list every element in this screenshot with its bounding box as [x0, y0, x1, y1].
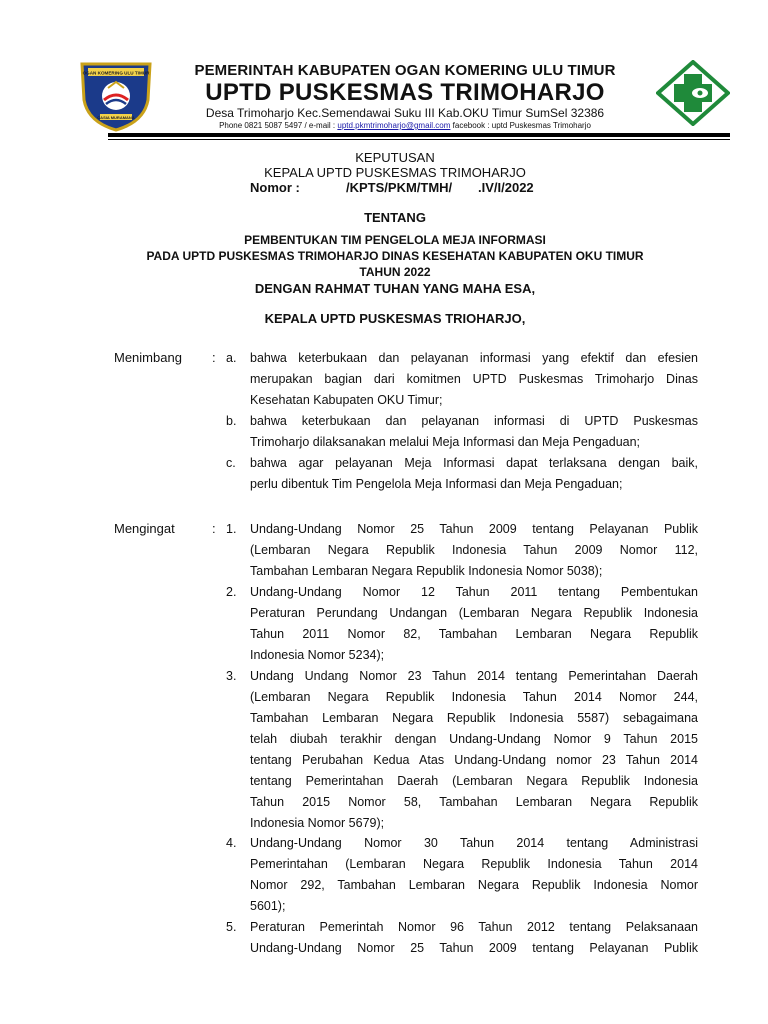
item-line: Undang Undang Nomor 23 Tahun 2014 tentang Pemerintahan Daerah [250, 669, 698, 683]
item-mark: 1. [226, 522, 237, 536]
mengingat-item [226, 917, 698, 959]
nomor-label: Nomor : [250, 180, 300, 195]
regency-logo-text: OGAN KOMERING ULU TIMUR [82, 70, 150, 76]
nomor-date: .IV/I/2022 [478, 180, 534, 195]
contact-facebook: facebook : uptd Puskesmas Trimoharjo [450, 121, 591, 130]
mengingat-item [226, 666, 698, 834]
item-line: Peraturan Perundang Undangan (Lembaran Negara Republik Indonesia [250, 606, 698, 620]
item-line: Indonesia Nomor 5679); [250, 816, 385, 830]
head-line: KEPALA UPTD PUSKESMAS TRIOHARJO, [264, 311, 526, 326]
government-name: PEMERINTAH KABUPATEN OGAN KOMERING ULU TIMUR [194, 62, 616, 79]
subject-line-3: TAHUN 2022 [359, 265, 431, 279]
item-mark: 4. [226, 836, 237, 850]
institution-name: UPTD PUSKESMAS TRIMOHARJO [205, 79, 605, 106]
item-line: 5601); [250, 899, 286, 913]
item-line: Undang-Undang Nomor 25 Tahun 2009 tentang Pelayanan Publik [250, 941, 698, 955]
letterhead-rule-thin [108, 139, 730, 140]
item-mark: 2. [226, 585, 237, 599]
item-line: Undang-Undang Nomor 12 Tahun 2011 tentang Pembentukan [250, 585, 698, 599]
letterhead-rule [108, 133, 730, 137]
item-line: bahwa keterbukaan dan pelayanan informasi di UPTD Puskesmas [250, 414, 698, 428]
item-line: telah diubah terakhir dengan Undang-Undang Nomor 9 Tahun 2015 [250, 732, 698, 746]
mengingat-label: Mengingat [114, 521, 175, 536]
menimbang-label: Menimbang [114, 350, 182, 365]
item-line: tentang Perubahan Kedua Atas Undang-Undang nomor 23 Tahun 2014 [250, 753, 698, 767]
puskesmas-logo [656, 60, 730, 126]
grace-line: DENGAN RAHMAT TUHAN YANG MAHA ESA, [254, 281, 536, 296]
item-mark: 5. [226, 920, 237, 934]
item-mark: b. [226, 414, 237, 428]
item-line: Undang-Undang Nomor 30 Tahun 2014 tentang Administrasi [250, 836, 698, 850]
contact-line [160, 121, 650, 130]
contact-phone: Phone 0821 5087 5497 / e-mail : [219, 121, 338, 130]
item-mark: 3. [226, 669, 237, 683]
item-line: tentang Pemerintahan Daerah (Lembaran Negara Republik Indonesia [250, 774, 698, 788]
subject-line-2: PADA UPTD PUSKESMAS TRIMOHARJO DINAS KESEHATAN KABUPATEN OKU TIMUR [146, 249, 644, 263]
item-line: Undang-Undang Nomor 25 Tahun 2009 tentang Pelayanan Publik [250, 522, 698, 536]
item-line: Tahun 2015 Nomor 58, Tambahan Lembaran Negara Republik [250, 795, 698, 809]
email-link[interactable]: uptd.pkmtrimoharjo@gmail.com [337, 121, 451, 130]
mengingat-item [226, 519, 698, 582]
mengingat-item [226, 582, 698, 666]
institution-address: Desa Trimoharjo Kec.Semendawai Suku III Kab.OKU Timur SumSel 32386 [205, 106, 605, 120]
document-number [250, 180, 534, 195]
item-line: Pemerintahan (Lembaran Negara Republik Indonesia Tahun 2014 [250, 857, 698, 871]
item-line: (Lembaran Negara Republik Indonesia Tahun 2009 Nomor 112, [250, 543, 698, 557]
item-line: Trimoharjo dilaksanakan melalui Meja Informasi dan Meja Pengaduan; [250, 435, 641, 449]
item-line: Tambahan Lembaran Negara Republik Indonesia 5587) sebagaimana [250, 711, 698, 725]
regency-logo [78, 60, 154, 132]
item-line: Kesehatan Kabupaten OKU Timur; [250, 393, 443, 407]
item-line: merupakan bagian dari komitmen UPTD Puskesmas Trimoharjo Dinas [250, 372, 698, 386]
item-line: Tambahan Lembaran Negara Republik Indonesia Nomor 5038); [250, 564, 603, 578]
menimbang-item [226, 453, 698, 495]
menimbang-colon: : [212, 350, 216, 365]
item-line: Nomor 292, Tambahan Lembaran Negara Republik Indonesia Nomor [250, 878, 698, 892]
regency-logo-banner: CASIA MURAMANA [97, 114, 135, 120]
item-line: bahwa keterbukaan dan pelayanan informasi yang efektif dan efesien [250, 351, 698, 365]
item-line: perlu dibentuk Tim Pengelola Meja Informasi dan Meja Pengaduan; [250, 477, 623, 491]
document-issuer: KEPALA UPTD PUSKESMAS TRIMOHARJO [264, 165, 526, 180]
item-line: (Lembaran Negara Republik Indonesia Tahun 2014 Nomor 244, [250, 690, 698, 704]
menimbang-item [226, 348, 698, 411]
item-line: bahwa agar pelayanan Meja Informasi dapat terlaksana dengan baik, [250, 456, 698, 470]
nomor-code: /KPTS/PKM/TMH/ [346, 180, 453, 195]
item-mark: a. [226, 351, 237, 365]
document-type: KEPUTUSAN [355, 150, 435, 165]
tentang-heading: TENTANG [364, 210, 426, 225]
item-mark: c. [226, 456, 236, 470]
mengingat-item [226, 833, 698, 917]
item-line: Indonesia Nomor 5234); [250, 648, 385, 662]
subject-line-1: PEMBENTUKAN TIM PENGELOLA MEJA INFORMASI [244, 233, 546, 247]
mengingat-colon: : [212, 521, 216, 536]
item-line: Tahun 2011 Nomor 82, Tambahan Lembaran Negara Republik [250, 627, 698, 641]
item-line: Peraturan Pemerintah Nomor 96 Tahun 2012 tentang Pelaksanaan [250, 920, 698, 934]
menimbang-item [226, 411, 698, 453]
